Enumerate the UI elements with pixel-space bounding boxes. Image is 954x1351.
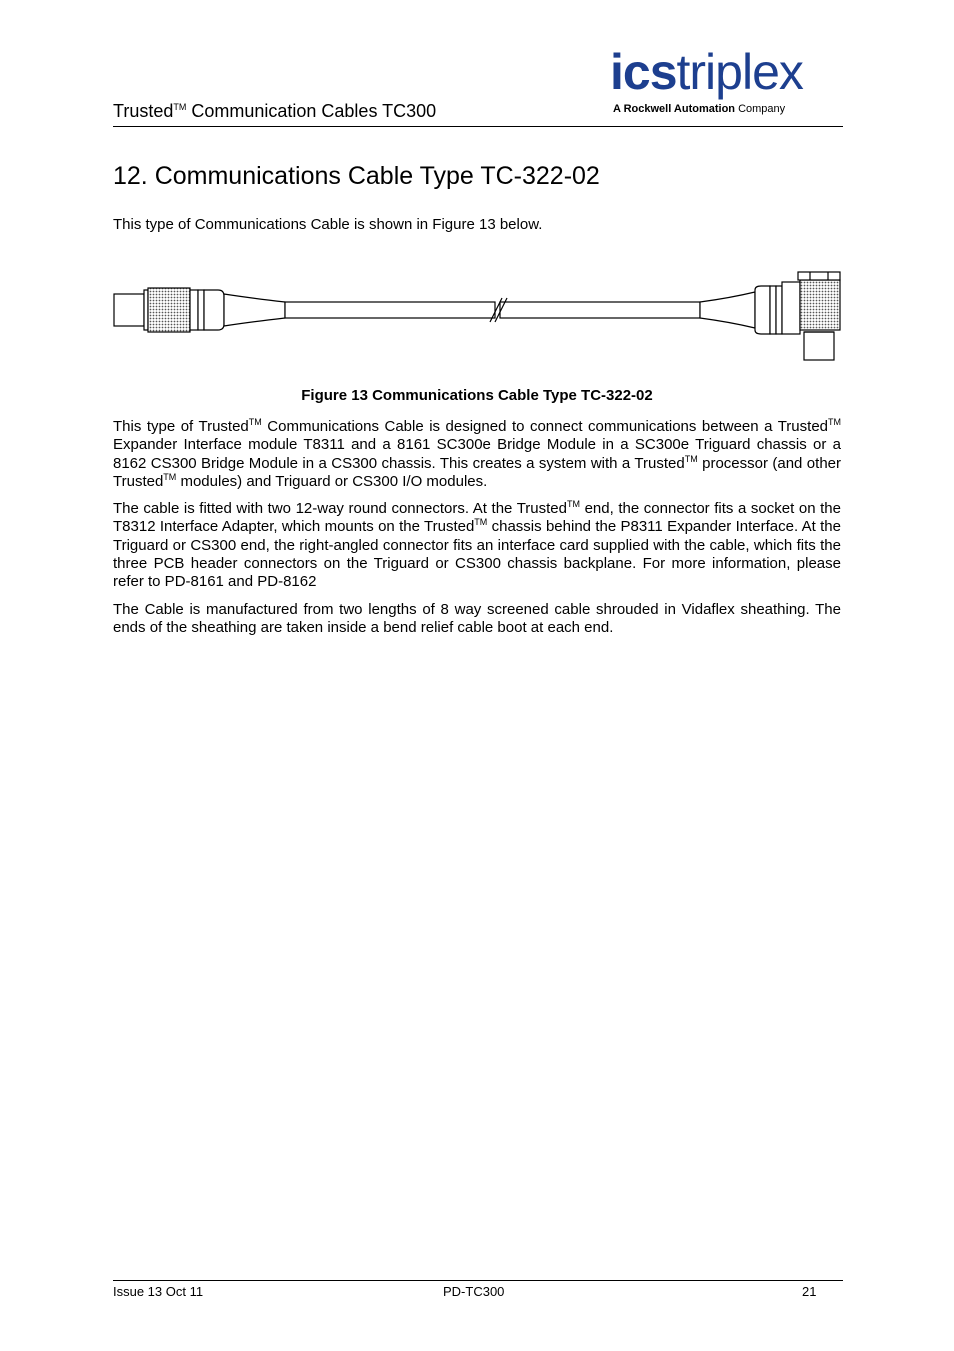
trademark-sup: TM bbox=[684, 453, 698, 464]
trademark-sup: TM bbox=[828, 417, 841, 427]
p1-text-1: This type of Trusted bbox=[113, 418, 249, 435]
cable-segment-right bbox=[500, 302, 700, 318]
cable-segment-left bbox=[285, 302, 495, 318]
right-connector-body bbox=[755, 286, 770, 334]
trademark-sup: TM bbox=[567, 499, 580, 510]
left-cable-boot bbox=[224, 294, 285, 326]
body-text bbox=[113, 418, 841, 646]
p1-text-5: modules) and Triguard or CS300 I/O modules. bbox=[176, 472, 488, 490]
section-heading: 12. Communications Cable Type TC-322-02 bbox=[113, 162, 600, 190]
paragraph-3: The Cable is manufactured from two lengths of 8 way screened cable shrouded in Vidaflex sheathing. The ends of the sheathing are taken inside a bend relief cable boot at each end. bbox=[113, 600, 841, 636]
p1-text-2: Communications Cable is designed to connect communications between a Trusted bbox=[261, 418, 828, 435]
right-connector-plug bbox=[804, 332, 834, 360]
left-connector-ring-2 bbox=[198, 290, 204, 330]
paragraph-2 bbox=[113, 500, 841, 591]
p1-text-4: processor (and other Trusted bbox=[113, 454, 841, 490]
logo-tagline-bold: A Rockwell Automation bbox=[613, 103, 736, 115]
footer-doc-id: PD-TC300 bbox=[443, 1284, 505, 1299]
header-title bbox=[113, 99, 436, 123]
footer-issue: Issue 13 Oct 11 bbox=[113, 1284, 204, 1299]
p2-text-1: The cable is fitted with two 12-way round connectors. At the Trusted bbox=[113, 500, 567, 518]
header-title-text: Trusted bbox=[113, 101, 174, 121]
trademark-sup: TM bbox=[173, 102, 187, 112]
trademark-sup: TM bbox=[163, 471, 177, 482]
right-connector-top-cap bbox=[798, 272, 840, 280]
logo-tagline bbox=[613, 102, 785, 116]
logo-wordmark bbox=[610, 44, 803, 100]
right-connector-ring-2 bbox=[776, 286, 782, 334]
right-connector-collar bbox=[782, 282, 800, 334]
trademark-sup: TM bbox=[474, 517, 488, 528]
company-logo bbox=[610, 44, 844, 120]
left-connector-ring bbox=[190, 290, 198, 330]
p2-text-2: end, the connector fits a socket on the T8312 Interface Adapter, which mounts on the Trusted bbox=[113, 500, 841, 536]
p1-text-3: Expander Interface module T8311 and a 8161 SC300e Bridge Module in a SC300e Triguard chassis or a 8162 CS300 Bridge Module in a CS300 chassis. This creates a system with a Trusted bbox=[113, 436, 841, 472]
header-title-text-end: Communication Cables TC300 bbox=[186, 101, 437, 121]
figure-caption: Figure 13 Communications Cable Type TC-322-02 bbox=[301, 387, 653, 404]
logo-ics: ics bbox=[610, 44, 677, 100]
header-rule bbox=[113, 126, 843, 127]
intro-text: This type of Communications Cable is shown in Figure 13 below. bbox=[113, 216, 543, 233]
right-connector-knurl bbox=[800, 280, 840, 330]
cable-diagram bbox=[110, 266, 845, 366]
trademark-sup: TM bbox=[248, 417, 262, 427]
right-cable-boot bbox=[700, 292, 755, 328]
left-connector-collar bbox=[144, 290, 148, 330]
logo-triplex: triplex bbox=[676, 44, 803, 100]
page-number: 21 bbox=[802, 1284, 817, 1299]
paragraph-1 bbox=[113, 418, 841, 491]
left-connector-knurl bbox=[148, 288, 190, 332]
p2-text-3: chassis behind the P8311 Expander Interface. At the Triguard or CS300 end, the right-angled connector fits an interface card supplied with the cable, which fits the three PCB header connectors on the Triguard or CS300 chassis backplane. For more information, please refer to PD-8161 and PD-8162 bbox=[113, 518, 841, 591]
footer-rule bbox=[113, 1280, 843, 1281]
left-connector-plug bbox=[114, 294, 144, 326]
left-connector-body bbox=[204, 290, 224, 330]
logo-tagline-rest: Company bbox=[735, 103, 786, 115]
right-connector-ring bbox=[770, 286, 776, 334]
